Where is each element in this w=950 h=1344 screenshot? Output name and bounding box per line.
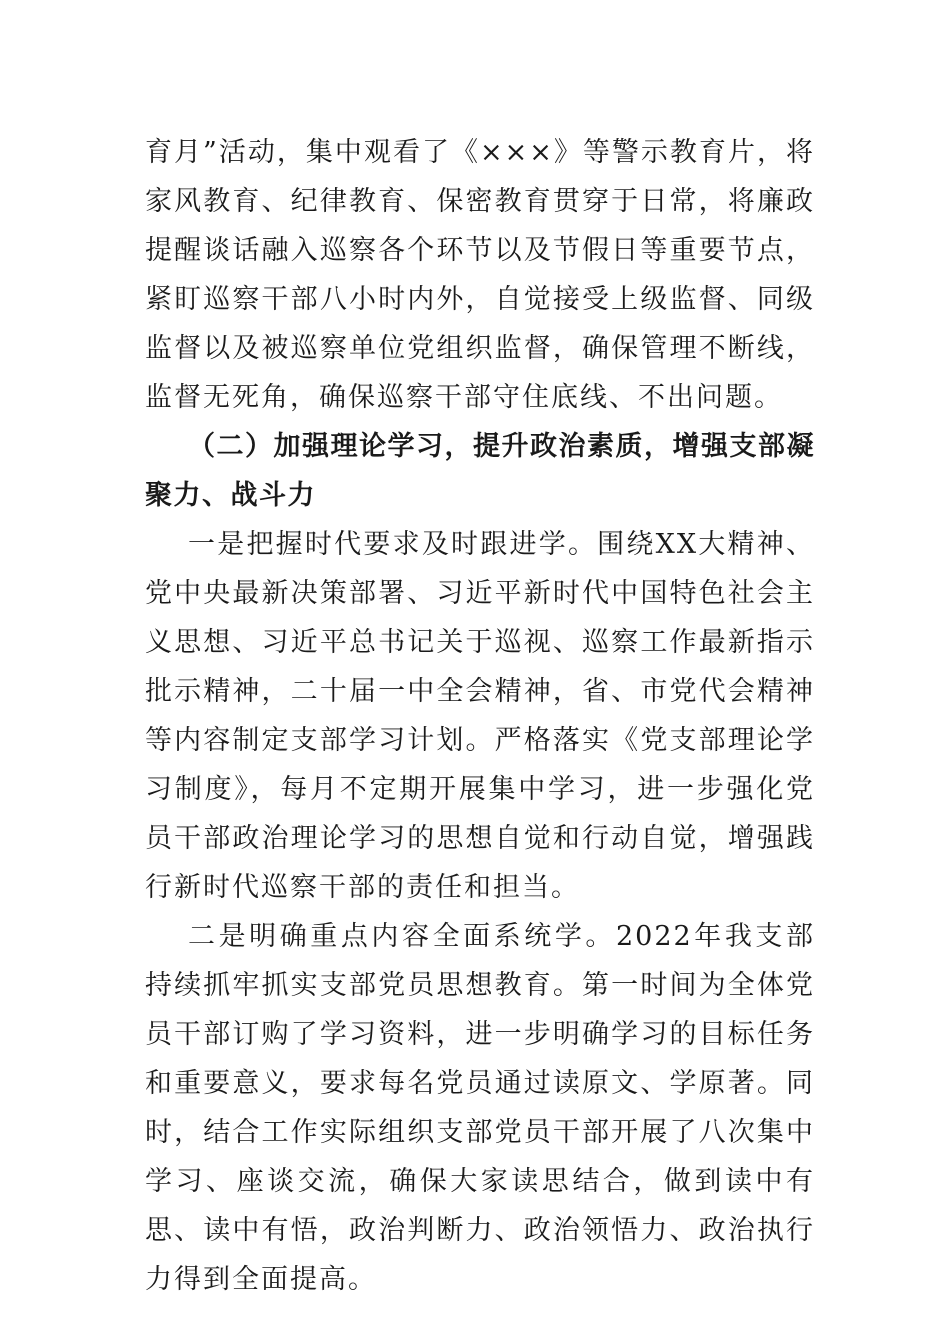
- paragraph-systematic-study: 二是明确重点内容全面系统学。2022年我支部持续抓牢抓实支部党员思想教育。第一时间为全体党员干部订购了学习资料，进一步明确学习的目标任务和重要意义，要求每名党员通过读原文、学原著。同时，结合工作实际组织支部党员干部开展了八次集中学习、座谈交流，确保大家读思结合，做到读中有思、读中有悟，政治判断力、政治领悟力、政治执行力得到全面提高。: [145, 921, 815, 1295]
- document-body: [145, 128, 815, 1304]
- section-heading-theory-study: （二）加强理论学习，提升政治素质，增强支部凝聚力、战斗力: [145, 431, 815, 511]
- paragraph-follow-up-study: 一是把握时代要求及时跟进学。围绕XX大精神、党中央最新决策部署、习近平新时代中国特色社会主义思想、习近平总书记关于巡视、巡察工作最新指示批示精神，二十届一中全会精神，省、市党代会精神等内容制定支部学习计划。严格落实《党支部理论学习制度》，每月不定期开展集中学习，进一步强化党员干部政治理论学习的思想自觉和行动自觉，增强践行新时代巡察干部的责任和担当。: [145, 529, 815, 903]
- paragraph-discipline-education: 育月”活动，集中观看了《×××》等警示教育片，将家风教育、纪律教育、保密教育贯穿于日常，将廉政提醒谈话融入巡察各个环节以及节假日等重要节点，紧盯巡察干部八小时内外，自觉接受上级监督、同级监督以及被巡察单位党组织监督，确保管理不断线，监督无死角，确保巡察干部守住底线、不出问题。: [145, 137, 815, 413]
